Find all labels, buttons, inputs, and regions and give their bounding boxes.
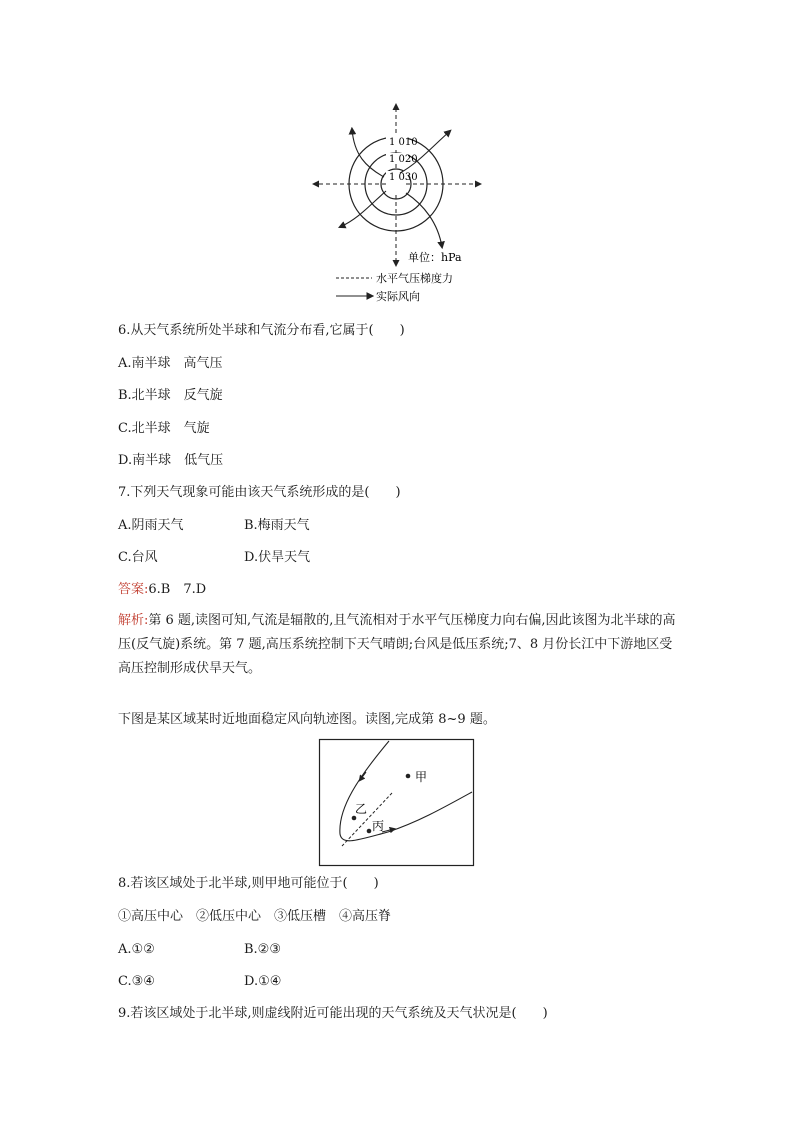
map-frame xyxy=(320,740,474,866)
answer-value: 6.B 7.D xyxy=(148,582,207,597)
q7-option-d: D.伏旱天气 xyxy=(244,550,311,565)
q7-stem: 7.下列天气现象可能由该天气系统形成的是( ) xyxy=(118,485,401,500)
q8-option-a: A.①② xyxy=(118,942,155,957)
q8-stem: 8.若该区域处于北半球,则甲地可能位于( ) xyxy=(118,876,379,891)
q7-option-c: C.台风 xyxy=(118,550,158,565)
analysis-label: 解析: xyxy=(118,613,149,628)
label-jia: 甲 xyxy=(415,770,428,784)
label-yi: 乙 xyxy=(355,802,368,816)
intro-8-9: 下图是某区域某时近地面稳定风向轨迹图。读图,完成第 8~9 题。 xyxy=(118,712,496,727)
isobar-label-1030: 1 030 xyxy=(389,172,418,183)
isobar-label-1010: 1 010 xyxy=(389,137,418,148)
wind-arrow-lower-left xyxy=(340,191,386,227)
q6-option-a: A.南半球 高气压 xyxy=(118,356,223,371)
analysis-text: 第 6 题,读图可知,气流是辐散的,且气流相对于水平气压梯度力向右偏,因此该图为北半球的高压(反气旋)系统。第 7 题,高压系统控制下天气晴朗;台风是低压系统;7、8 月份长江中下游地区受高压控制形成伏旱天气。 xyxy=(118,613,676,676)
q8-option-d: D.①④ xyxy=(244,974,282,989)
legend-dashed-label: 水平气压梯度力 xyxy=(376,272,453,285)
wind-trajectory-diagram xyxy=(318,738,475,867)
point-yi xyxy=(352,816,357,821)
q6-option-c: C.北半球 气旋 xyxy=(118,421,210,436)
q8-option-b: B.②③ xyxy=(244,942,281,957)
q6-option-d: D.南半球 低气压 xyxy=(118,453,224,468)
analysis-paragraph xyxy=(118,609,678,681)
anticyclone-diagram xyxy=(300,95,500,310)
q7-option-b: B.梅雨天气 xyxy=(244,518,310,533)
isobar-label-1020: 1 020 xyxy=(389,154,418,165)
unit-label: 单位：hPa xyxy=(408,251,462,264)
label-bing: 丙 xyxy=(372,819,385,833)
q7-option-a: A.阴雨天气 xyxy=(118,518,184,533)
q6-option-b: B.北半球 反气旋 xyxy=(118,388,223,403)
q8-choices: ①高压中心 ②低压中心 ③低压槽 ④高压脊 xyxy=(118,909,392,924)
wind-arrow-lower-right xyxy=(406,193,442,247)
q6-stem: 6.从天气系统所处半球和气流分布看,它属于( ) xyxy=(118,323,405,338)
point-jia xyxy=(406,774,411,779)
answer-label: 答案: xyxy=(118,582,149,597)
q9-stem: 9.若该区域处于北半球,则虚线附近可能出现的天气系统及天气状况是( ) xyxy=(118,1006,548,1021)
q8-option-c: C.③④ xyxy=(118,974,155,989)
legend-solid-label: 实际风向 xyxy=(376,290,420,303)
point-bing xyxy=(367,829,372,834)
answer-line xyxy=(118,581,206,599)
